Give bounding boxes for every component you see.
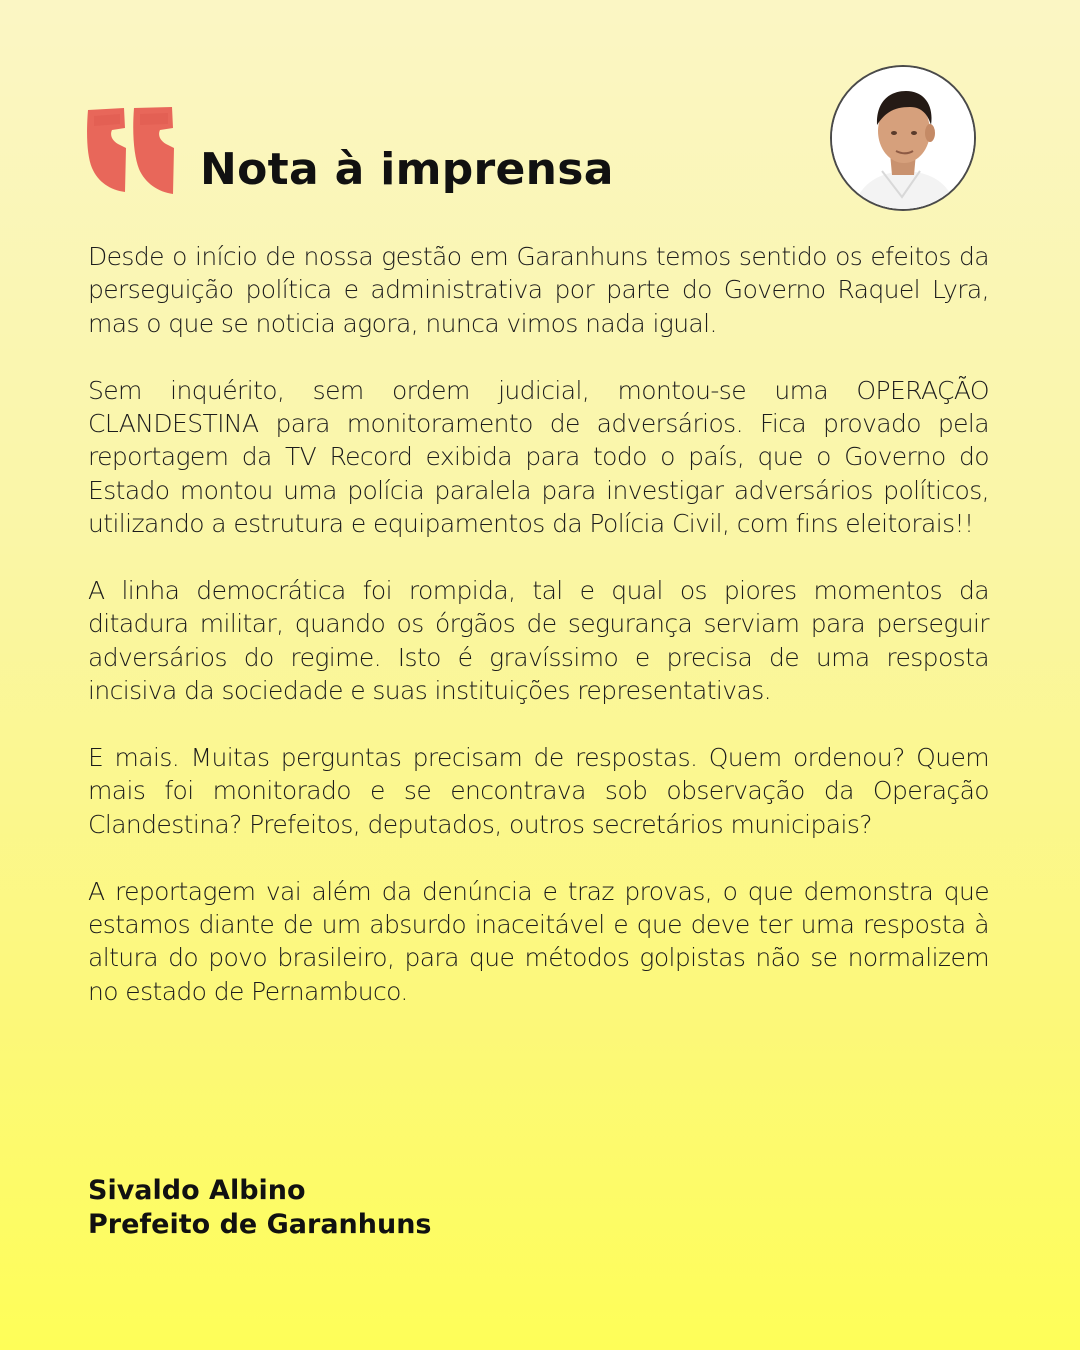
signature-name: Sivaldo Albino: [88, 1175, 306, 1206]
paragraph: A reportagem vai além da denúncia e traz provas, o que demonstra que estamos diante de um absurdo inaceitável e que deve ter uma resposta à altura do povo brasileiro, para que métodos golpistas não se normalizem no estado de Pernambuco.: [88, 876, 989, 1006]
quote-icon: [84, 104, 176, 196]
page-title: Nota à imprensa: [200, 144, 614, 195]
paragraph: Sem inquérito, sem ordem judicial, montou-se uma OPERAÇÃO CLANDESTINA para monitoramento de adversários. Fica provado pela reportagem da TV Record exibida para todo o país, que o Governo do Estado montou uma polícia paralela para investigar adversários políticos, utilizando a estrutura e equipamentos da Polícia Civil, com fins eleitorais!!: [88, 375, 989, 539]
paragraph: Desde o início de nossa gestão em Garanhuns temos sentido os efeitos da perseguição política e administrativa por parte do Governo Raquel Lyra, mas o que se noticia agora, nunca vimos nada igual.: [88, 242, 989, 338]
press-note-body: [88, 240, 989, 1008]
avatar: [830, 65, 976, 211]
signature: [88, 1174, 432, 1242]
portrait-icon: [832, 67, 974, 209]
paragraph: A linha democrática foi rompida, tal e qual os piores momentos da ditadura militar, quando os órgãos de segurança serviam para perseguir adversários do regime. Isto é gravíssimo e precisa de uma resposta incisiva da sociedade e suas instituições representativas.: [88, 576, 989, 706]
signature-role: Prefeito de Garanhuns: [88, 1209, 432, 1240]
paragraph: E mais. Muitas perguntas precisam de respostas. Quem ordenou? Quem mais foi monitorado e se encontrava sob observação da Operação Clandestina? Prefeitos, deputados, outros secretários municipais?: [88, 743, 989, 839]
